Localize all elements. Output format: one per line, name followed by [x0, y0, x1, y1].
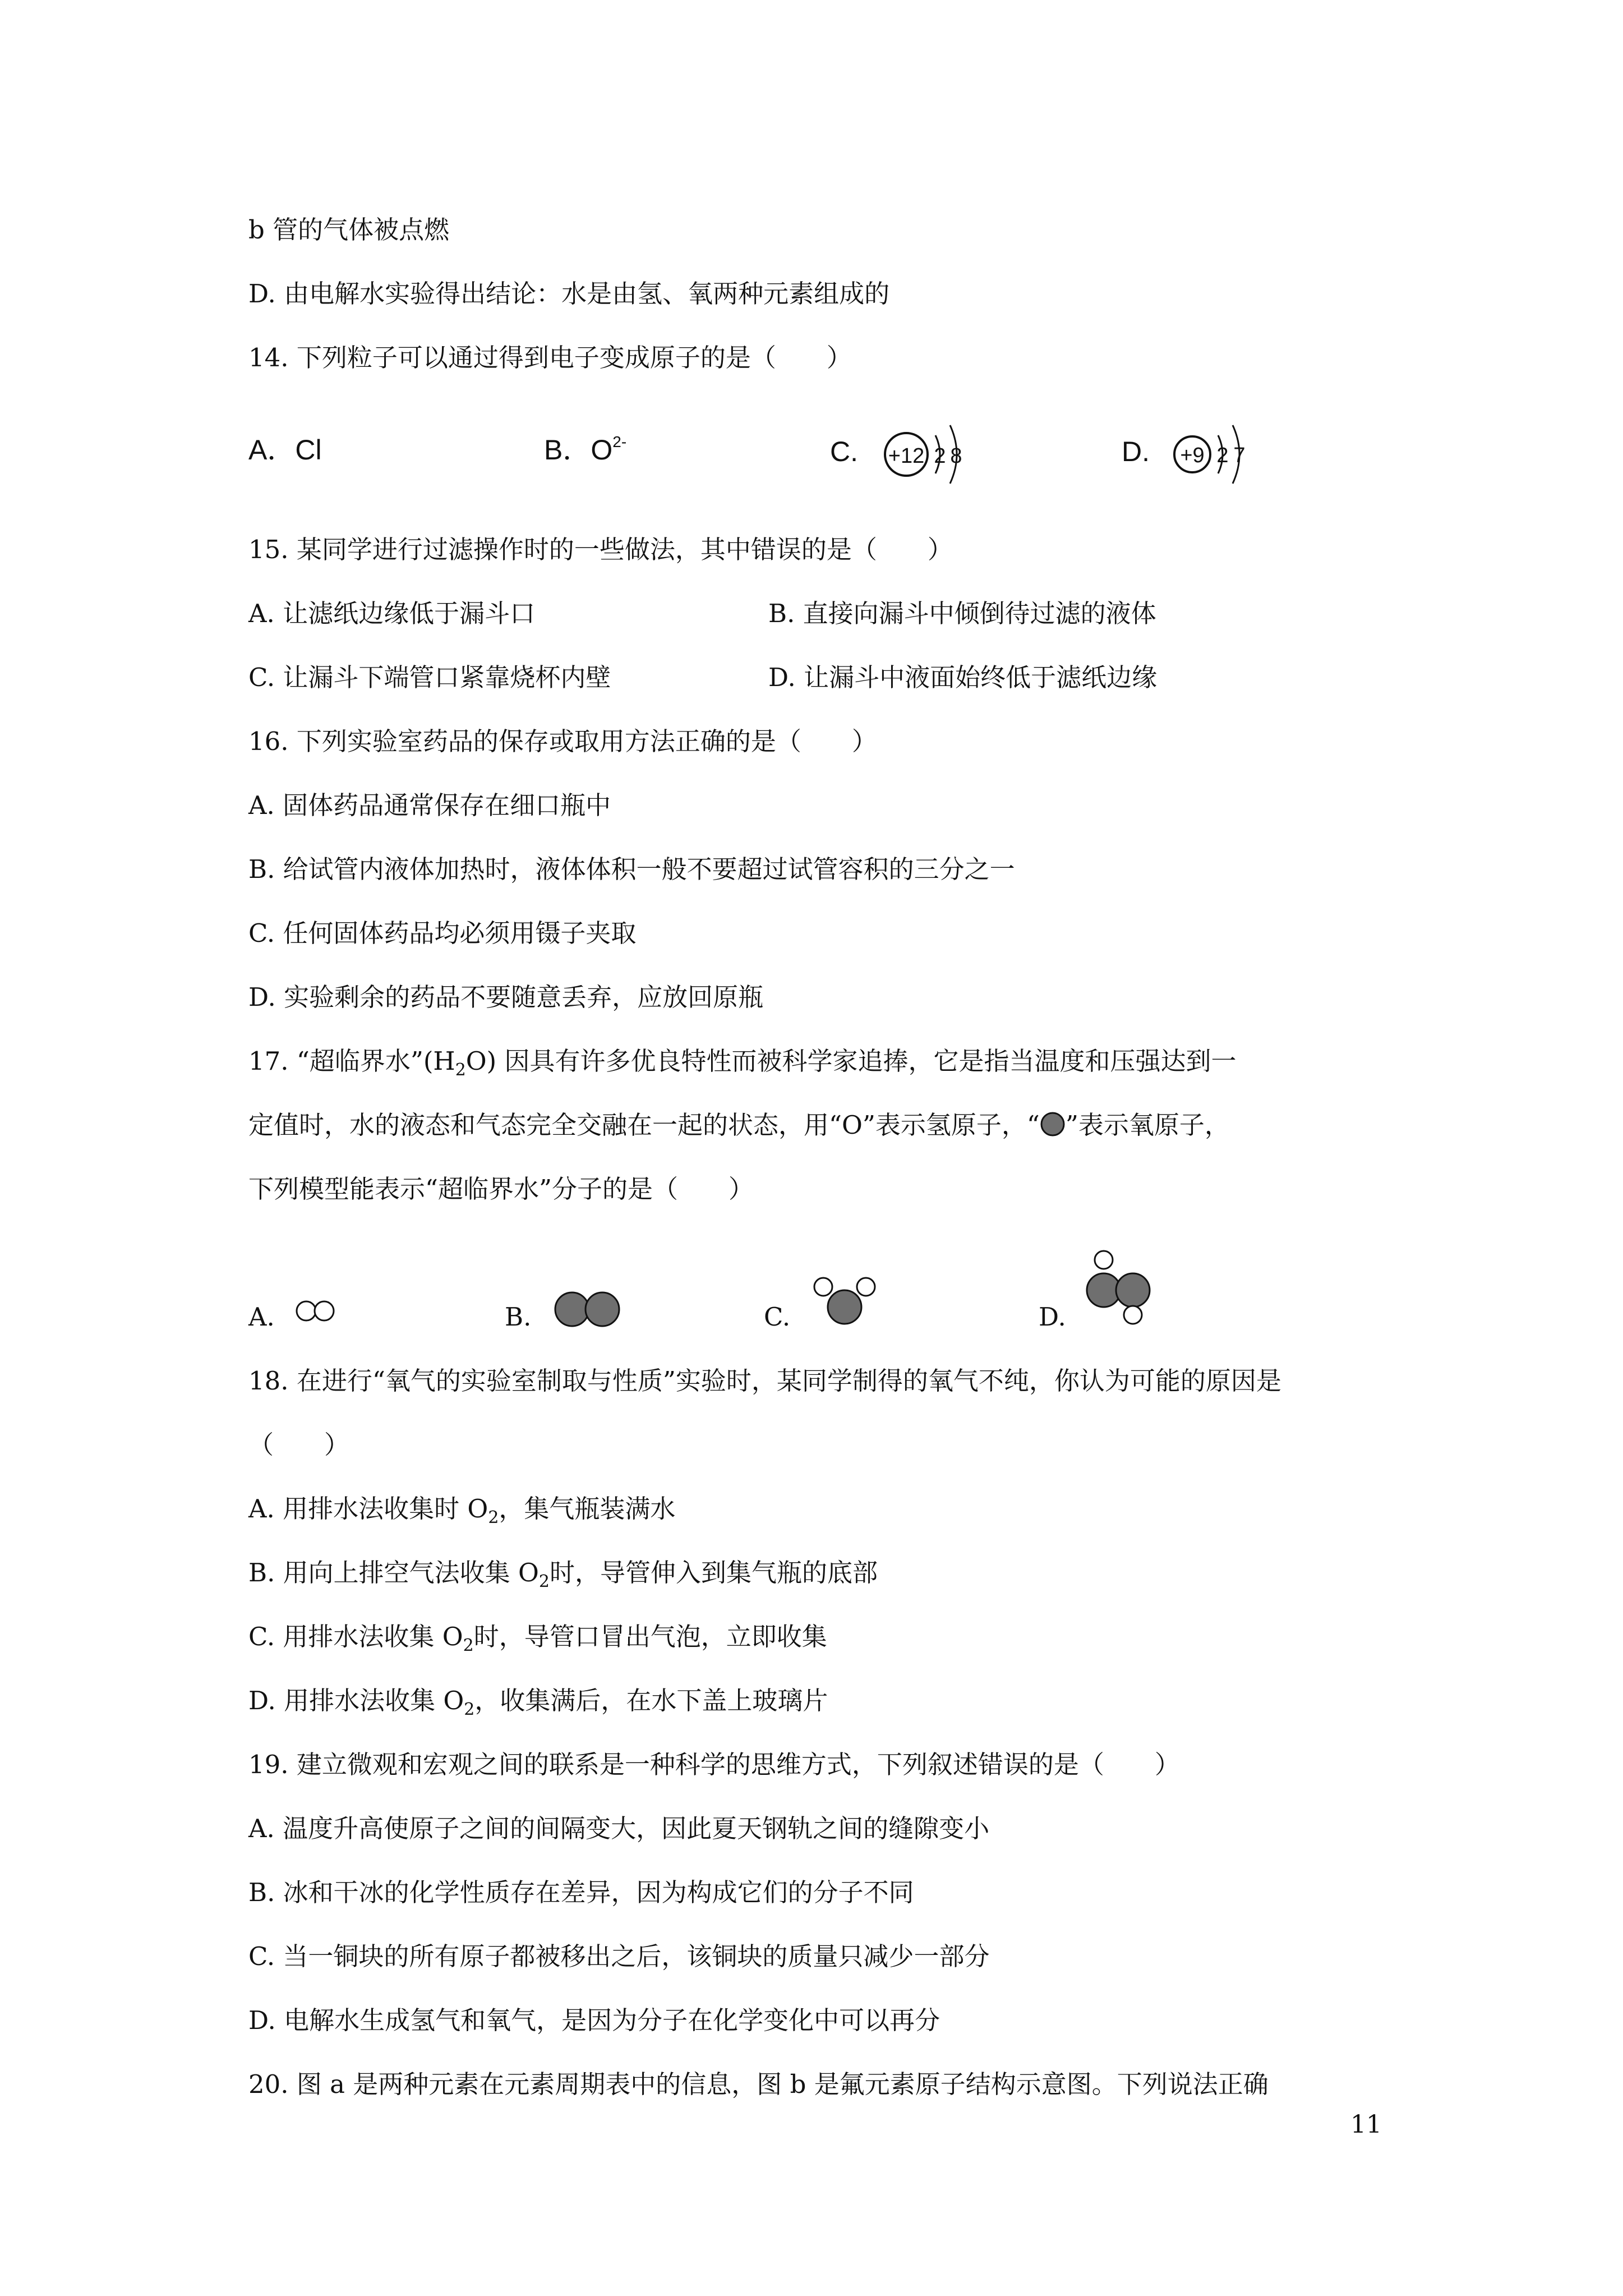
q17-text: O) 因具有许多优良特性而被科学家追捧，它是指当温度和压强达到一: [465, 1046, 1237, 1076]
q18-text: B. 用向上排空气法收集 O: [248, 1558, 539, 1588]
question-16: 16. 下列实验室药品的保存或取用方法正确的是（ ）: [248, 726, 877, 756]
molecule-model-two-hydrogen: [292, 1297, 342, 1325]
q18-option-c: [248, 1620, 827, 1654]
q18-text: D. 用排水法收集 O: [248, 1686, 464, 1715]
q17-text: 17. “超临界水”(H: [248, 1046, 455, 1076]
atom-structure-diagram-f: [1164, 408, 1276, 498]
q14-option-a: A．Cl: [248, 434, 322, 466]
molecule-model-water: [808, 1269, 886, 1331]
atom-structure-diagram-mg: [875, 408, 987, 498]
q18-option-b: [248, 1556, 878, 1590]
q19-option-c: C. 当一铜块的所有原子都被移出之后，该铜块的质量只减少一部分: [248, 1941, 990, 1971]
molecule-model-hydrogen-peroxide: [1077, 1244, 1166, 1328]
q18-option-d: [248, 1684, 828, 1718]
q19-option-d: D. 电解水生成氢气和氧气，是因为分子在化学变化中可以再分: [248, 2005, 940, 2035]
q18-text: 时，导管口冒出气泡，立即收集: [473, 1622, 827, 1651]
q15-option-a: A. 让滤纸边缘低于漏斗口: [248, 599, 536, 628]
oxygen-atom: [585, 1292, 619, 1326]
hydrogen-atom: [1124, 1306, 1142, 1324]
q19-option-b: B. 冰和干冰的化学性质存在差异，因为构成它们的分子不同: [248, 1878, 914, 1907]
subscript: 2: [455, 1060, 466, 1080]
oxygen-atom: [828, 1290, 861, 1324]
q17-option-b-label: B.: [505, 1302, 532, 1332]
q18-text: ，集气瓶装满水: [499, 1494, 676, 1524]
q16-option-d: D. 实验剩余的药品不要随意丢弃，应放回原瓶: [248, 982, 764, 1012]
question-19: 19. 建立微观和宏观之间的联系是一种科学的思维方式，下列叙述错误的是（ ）: [248, 1750, 1180, 1779]
molecule-model-two-oxygen: [550, 1287, 628, 1332]
q18-text: C. 用排水法收集 O: [248, 1622, 463, 1651]
hydrogen-atom: [857, 1278, 875, 1296]
question-17-line-2: [248, 1108, 1230, 1142]
q15-option-d: D. 让漏斗中液面始终低于滤纸边缘: [768, 662, 1158, 692]
shell-electrons-1: 2: [1216, 444, 1229, 467]
q17-option-a-label: A.: [248, 1302, 275, 1332]
text-line: D. 由电解水实验得出结论：水是由氢、氧两种元素组成的: [248, 279, 890, 309]
question-17-line-3: 下列模型能表示“超临界水”分子的是（ ）: [248, 1174, 754, 1204]
hydrogen-atom: [814, 1278, 832, 1296]
q14-option-b: [544, 433, 626, 467]
q15-option-c: C. 让漏斗下端管口紧靠烧杯内壁: [248, 662, 611, 692]
subscript: 2: [488, 1508, 499, 1527]
q14-option-b-label: B．O: [544, 434, 613, 466]
subscript: 2: [464, 1700, 475, 1719]
question-18-line-1: 18. 在进行“氧气的实验室制取与性质”实验时，某同学制得的氧气不纯，你认为可能的原因是: [248, 1366, 1281, 1396]
hydrogen-atom: [1095, 1251, 1113, 1269]
subscript: 2: [538, 1572, 550, 1591]
text-line: b 管的气体被点燃: [248, 215, 450, 245]
q18-text: 时，导管伸入到集气瓶的底部: [549, 1558, 878, 1588]
q16-option-b: B. 给试管内液体加热时，液体体积一般不要超过试管容积的三分之一: [248, 854, 1015, 884]
q19-option-a: A. 温度升高使原子之间的间隔变大，因此夏天钢轨之间的缝隙变小: [248, 1814, 990, 1843]
oxygen-atom: [555, 1292, 589, 1326]
q17-option-c-label: C.: [764, 1302, 791, 1332]
q14-option-c-label: C.: [830, 436, 858, 467]
nucleus-charge: +9: [1180, 444, 1205, 467]
q14-option-d-label: D.: [1122, 436, 1150, 467]
oxygen-atom-icon: [1040, 1111, 1066, 1137]
question-14: 14. 下列粒子可以通过得到电子变成原子的是（ ）: [248, 343, 852, 372]
q17-text: 定值时，水的液态和气态完全交融在一起的状态，用“O”表示氢原子，“: [248, 1110, 1040, 1140]
question-15: 15. 某同学进行过滤操作时的一些做法，其中错误的是（ ）: [248, 535, 953, 564]
hydrogen-atom: [315, 1301, 334, 1320]
q17-option-d-label: D.: [1039, 1302, 1066, 1332]
hydrogen-atom: [297, 1301, 316, 1320]
shell-electrons-2: 8: [950, 444, 962, 468]
q15-option-b: B. 直接向漏斗中倾倒待过滤的液体: [768, 599, 1156, 628]
subscript: 2: [463, 1636, 474, 1655]
question-20: 20. 图 a 是两种元素在元素周期表中的信息，图 b 是氟元素原子结构示意图。下列说法正确: [248, 2069, 1269, 2099]
page-number: 11: [1350, 2110, 1382, 2139]
q16-option-a: A. 固体药品通常保存在细口瓶中: [248, 790, 611, 820]
q18-option-a: [248, 1492, 675, 1526]
shell-electrons-1: 2: [934, 444, 946, 468]
q16-option-c: C. 任何固体药品均必须用镊子夹取: [248, 918, 637, 948]
oxygen-atom: [1116, 1273, 1150, 1307]
q18-text: A. 用排水法收集时 O: [248, 1494, 488, 1524]
nucleus-charge: +12: [888, 444, 925, 468]
question-18-line-2: （ ）: [248, 1430, 350, 1460]
q17-text: ”表示氧原子，: [1065, 1110, 1230, 1140]
question-17-line-1: [248, 1045, 1237, 1078]
q18-text: ，收集满后，在水下盖上玻璃片: [474, 1686, 828, 1715]
q14-option-b-charge: 2-: [612, 433, 627, 450]
shell-electrons-2: 7: [1233, 444, 1246, 467]
